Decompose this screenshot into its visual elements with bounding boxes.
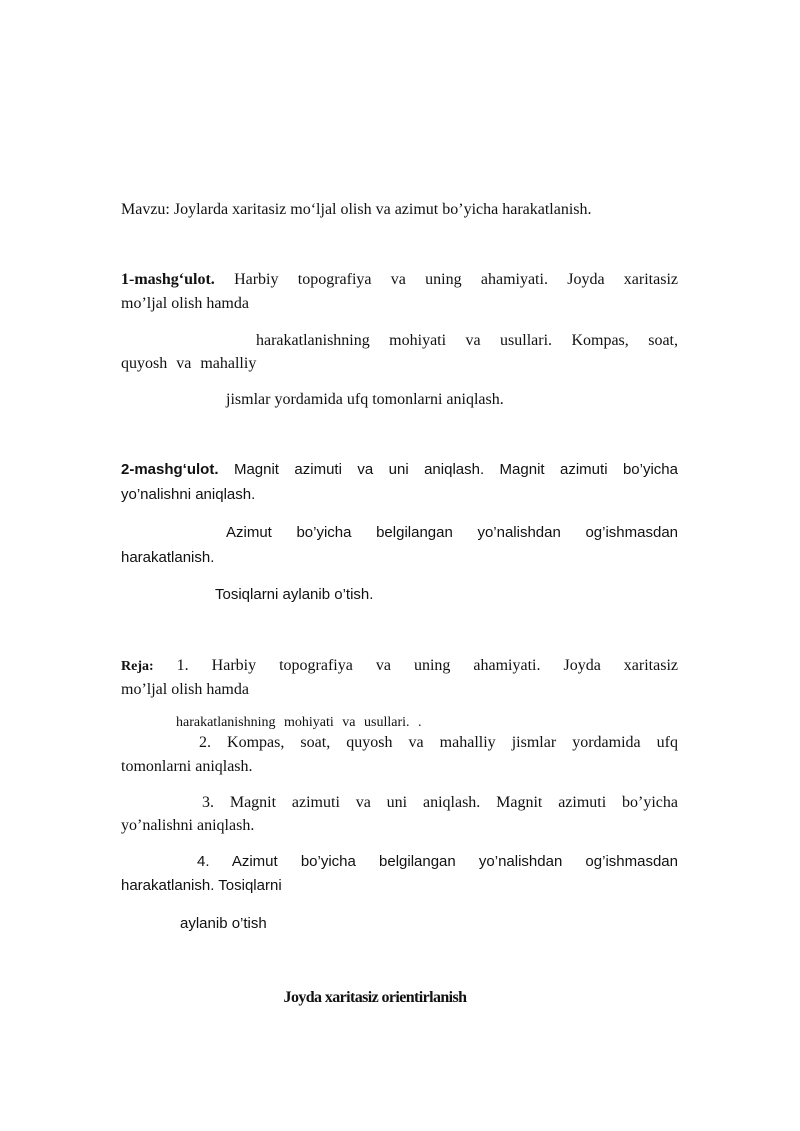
plan-line1 — [121, 658, 678, 674]
plan-item4-line2: harakatlanish. Tosiqlarni — [121, 877, 282, 894]
plan-item1-line2: mo’ljal olish hamda — [121, 681, 249, 698]
session1-line1 — [121, 272, 678, 288]
session2-line1 — [121, 462, 678, 477]
plan-item4-line3: aylanib o’tish — [180, 915, 267, 932]
session2-label: 2-mashg‘ulot. — [121, 461, 219, 478]
plan-item2-line1: 2. Kompas, soat, quyosh va mahalliy jismlar yordamida ufq — [199, 734, 678, 751]
plan-item2-line2: tomonlarni aniqlash. — [121, 758, 253, 775]
session1-line2: mo’ljal olish hamda — [121, 295, 249, 312]
session2-line5: Tosiqlarni aylanib o’tish. — [215, 586, 374, 603]
plan-item4-line1: 4. Azimut bo’yicha belgilangan yo’nalishdan og’ishmasdan — [197, 853, 678, 870]
session1-line3: harakatlanishning mohiyati va usullari. Kompas, soat, — [256, 332, 678, 349]
session2-line3: Azimut bo’yicha belgilangan yo’nalishdan og’ishmasdan — [226, 524, 678, 541]
session1-line5: jismlar yordamida ufq tomonlarni aniqlash. — [226, 391, 504, 408]
topic-line: Mavzu: Joylarda xaritasiz mo‘ljal olish va azimut bo’yicha harakatlanish. — [121, 201, 592, 218]
plan-item1-line1: 1. Harbiy topografiya va uning ahamiyati. Joyda xaritasiz — [176, 657, 678, 674]
plan-label: Reja: — [121, 659, 154, 674]
plan-item3-line2: yo’nalishni aniqlash. — [121, 817, 255, 834]
session2-text1: Magnit azimuti va uni aniqlash. Magnit azimuti bo’yicha — [233, 461, 678, 478]
session1-line4: quyosh va mahalliy — [121, 355, 257, 372]
session1-text1: Harbiy topografiya va uning ahamiyati. Joyda xaritasiz — [234, 271, 679, 288]
session2-line2: yo’nalishni aniqlash. — [121, 486, 256, 503]
session2-line4: harakatlanish. — [121, 549, 215, 566]
session1-label: 1-mashg‘ulot. — [121, 271, 215, 288]
plan-item1-line3: harakatlanishning mohiyati va usullari. . — [176, 715, 422, 730]
section-title: Joyda xaritasiz orientirlanish — [283, 989, 467, 1006]
plan-item3-line1: 3. Magnit azimuti va uni aniqlash. Magnit azimuti bo’yicha — [202, 794, 678, 811]
